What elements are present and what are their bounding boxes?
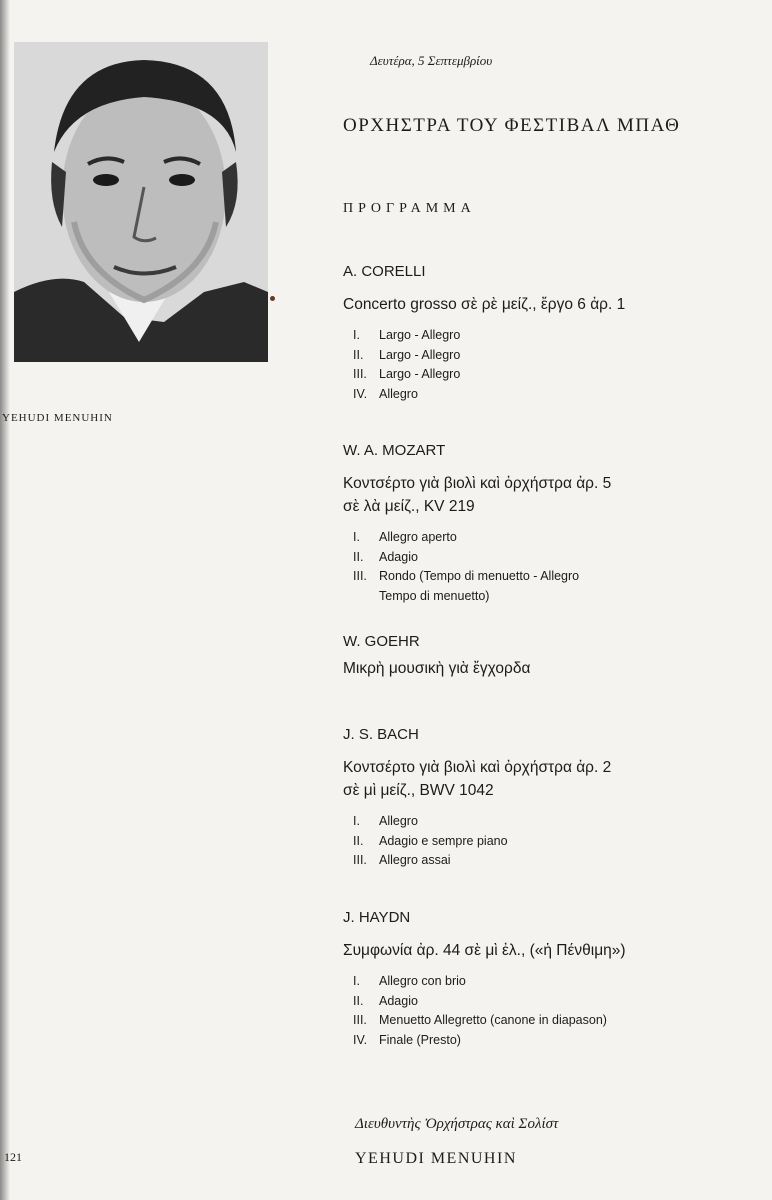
movement-number: I. (353, 328, 360, 342)
movement-number: I. (353, 974, 360, 988)
work-title-line: Concerto grosso σὲ ρὲ μείζ., ἔργο 6 ἀρ. 1 (343, 296, 626, 313)
work-title-line: Κοντσέρτο γιὰ βιολὶ καὶ ὀρχήστρα ἀρ. 5 (343, 475, 612, 492)
orchestra-title: ΟΡΧΗΣΤΡΑ ΤΟΥ ΦΕΣΤΙΒΑΛ ΜΠΑΘ (343, 115, 681, 136)
movement-title: Adagio e sempre piano (379, 833, 508, 848)
work-title (343, 756, 753, 802)
program-item-haydn (343, 909, 753, 1050)
movement-item (353, 832, 753, 852)
page-number: 121 (4, 1150, 22, 1164)
movement-number: III. (353, 569, 367, 583)
movement-item (353, 548, 753, 568)
composer-name: J. S. BACH (343, 726, 419, 743)
movement-list (353, 972, 753, 1050)
movement-title: Adagio (379, 993, 418, 1008)
work-title-line: σὲ μὶ μείζ., BWV 1042 (343, 782, 494, 799)
composer-name: W. GOEHR (343, 633, 420, 650)
work-title-line: Συμφωνία ἀρ. 44 σὲ μὶ ἐλ., («ἡ Πένθιμη») (343, 942, 626, 959)
movement-title: Finale (Presto) (379, 1032, 461, 1047)
movement-item (353, 567, 753, 606)
movement-number: III. (353, 367, 367, 381)
binding-shadow (0, 0, 10, 1200)
movement-item (353, 972, 753, 992)
work-title (343, 657, 753, 680)
program-item-corelli (343, 263, 753, 404)
movement-item (353, 365, 753, 385)
movement-number: II. (353, 347, 364, 362)
movement-item (353, 528, 753, 548)
work-title-line: Μικρὴ μουσικὴ γιὰ ἔγχορδα (343, 660, 531, 677)
movement-list (353, 326, 753, 404)
movement-title: Adagio (379, 549, 418, 564)
program-item-mozart (343, 442, 753, 606)
movement-title: Allegro (379, 386, 418, 401)
portrait-image (14, 42, 268, 362)
movement-item (353, 385, 753, 405)
movement-number: III. (353, 853, 367, 867)
program-item-bach (343, 726, 753, 871)
movement-item (353, 812, 753, 832)
movement-number: I. (353, 814, 360, 828)
movement-title: Largo - Allegro (379, 347, 461, 362)
photo-caption: YEHUDI MENUHIN (2, 412, 113, 424)
concert-date: Δευτέρα, 5 Σεπτεμβρίου (370, 53, 493, 68)
movement-title: Menuetto Allegretto (canone in diapason) (379, 1013, 607, 1027)
movement-item (353, 1031, 753, 1051)
movement-title: Allegro con brio (379, 974, 466, 988)
movement-number: II. (353, 833, 364, 848)
movement-item (353, 326, 753, 346)
portrait-photo (14, 42, 268, 362)
program-item-goehr (343, 633, 753, 680)
composer-name: J. HAYDN (343, 909, 411, 926)
movement-item (353, 346, 753, 366)
work-title (343, 472, 753, 518)
movement-title-wrap (379, 567, 579, 606)
movement-number: III. (353, 1013, 367, 1027)
movement-title: Allegro aperto (379, 530, 457, 544)
performer-role: Διευθυντὴς Ὀρχήστρας καὶ Σολίστ (355, 1116, 559, 1132)
movement-item (353, 1011, 753, 1031)
program-heading: ΠΡΟΓΡΑΜΜΑ (343, 201, 476, 216)
work-title-line: σὲ λὰ μείζ., KV 219 (343, 498, 475, 515)
movement-list (353, 528, 753, 606)
movement-number: II. (353, 549, 364, 564)
ink-mark (270, 296, 275, 301)
composer-name: A. CORELLI (343, 263, 426, 280)
movement-title: Allegro assai (379, 853, 451, 867)
movement-number: II. (353, 993, 364, 1008)
work-title (343, 293, 753, 316)
composer-name: W. A. MOZART (343, 442, 446, 459)
movement-number: IV. (353, 1032, 368, 1047)
movement-title: Largo - Allegro (379, 367, 461, 381)
performer-name: YEHUDI MENUHIN (355, 1150, 517, 1167)
work-title-line: Κοντσέρτο γιὰ βιολὶ καὶ ὀρχήστρα ἀρ. 2 (343, 759, 612, 776)
movement-list (353, 812, 753, 871)
movement-title: Largo - Allegro (379, 328, 461, 342)
work-title (343, 939, 753, 962)
movement-title: Rondo (Tempo di menuetto - Allegro (379, 569, 580, 583)
movement-item (353, 992, 753, 1012)
movement-item (353, 851, 753, 871)
movement-number: I. (353, 530, 360, 544)
movement-number: IV. (353, 386, 368, 401)
movement-title-continued: Tempo di menuetto) (379, 588, 490, 603)
movement-title: Allegro (379, 814, 418, 828)
